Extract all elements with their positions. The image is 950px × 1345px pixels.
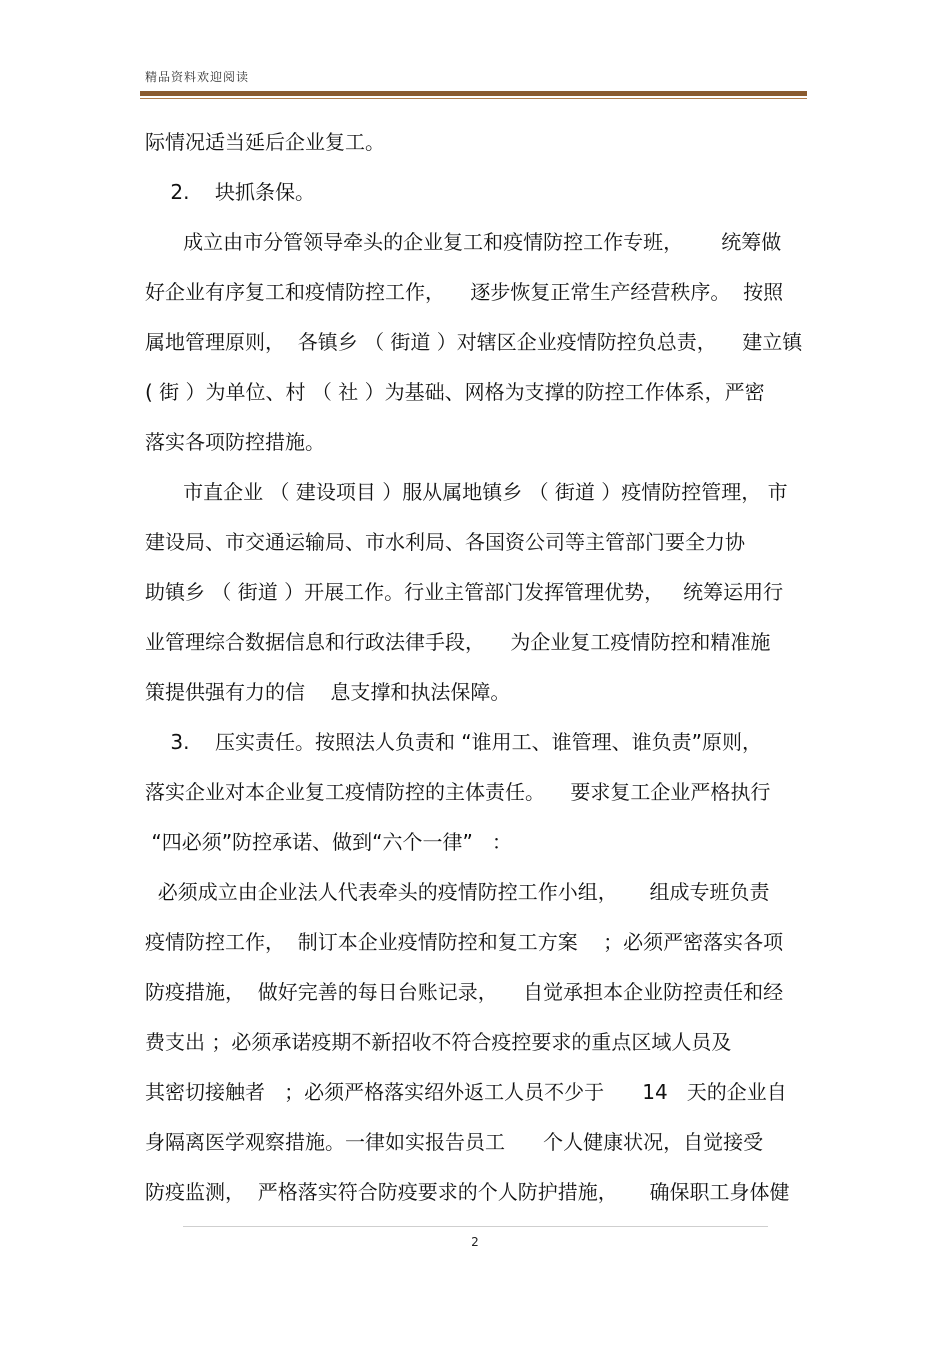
footer-rule	[183, 1226, 768, 1227]
text-line: “四必须”防控承诺、做到“六个一律” ：	[145, 830, 512, 854]
header-rule-thin	[140, 98, 807, 99]
text-line: 属地管理原则， 各镇乡 （ 街道 ）对辖区企业疫情防控负总责， 建立镇	[145, 330, 803, 354]
text-line: 际情况适当延后企业复工。	[145, 130, 385, 154]
text-line: 防疫措施， 做好完善的每日台账记录， 自觉承担本企业防控责任和经	[145, 980, 784, 1004]
text-line: 建设局、市交通运输局、市水利局、各国资公司等主管部门要全力协	[145, 530, 745, 554]
text-line: 必须成立由企业法人代表牵头的疫情防控工作小组， 组成专班负责	[145, 880, 770, 904]
header-rule-thick	[140, 91, 807, 96]
text-line: 费支出 ；必须承诺疫期不新招收不符合疫控要求的重点区域人员及	[145, 1030, 732, 1054]
header-title: 精品资料欢迎阅读	[145, 70, 250, 84]
text-line: 市直企业 （ 建设项目 ）服从属地镇乡 （ 街道 ）疫情防控管理， 市	[145, 480, 788, 504]
text-line: 成立由市分管领导牵头的企业复工和疫情防控工作专班， 统筹做	[145, 230, 782, 254]
text-line: 业管理综合数据信息和行政法律手段， 为企业复工疫情防控和精准施	[145, 630, 771, 654]
text-line: 其密切接触者 ；必须严格落实绍外返工人员不少于 14 天的企业自	[145, 1080, 787, 1104]
text-line: 疫情防控工作， 制订本企业疫情防控和复工方案 ；必须严密落实各项	[145, 930, 784, 954]
text-line: 助镇乡 （ 街道 ）开展工作。行业主管部门发挥管理优势， 统筹运用行	[145, 580, 784, 604]
text-line: 策提供强有力的信 息支撑和执法保障。	[145, 680, 511, 704]
text-line: 防疫监测， 严格落实符合防疫要求的个人防护措施， 确保职工身体健	[145, 1180, 790, 1204]
page-number: 2	[471, 1235, 479, 1249]
text-line: 落实各项防控措施。	[145, 430, 325, 454]
text-line: 身隔离医学观察措施。一律如实报告员工 个人健康状况，自觉接受	[145, 1130, 764, 1154]
text-line: 2. 块抓条保。	[145, 180, 315, 204]
text-line: ( 街 ）为单位、村 （ 社 ）为基础、网格为支撑的防控工作体系，严密	[145, 380, 765, 404]
text-line: 好企业有序复工和疫情防控工作， 逐步恢复正常生产经营秩序。 按照	[145, 280, 784, 304]
text-line: 落实企业对本企业复工疫情防控的主体责任。 要求复工企业严格执行	[145, 780, 771, 804]
text-line: 3. 压实责任。按照法人负责和 “谁用工、谁管理、谁负责”原则，	[145, 730, 763, 754]
